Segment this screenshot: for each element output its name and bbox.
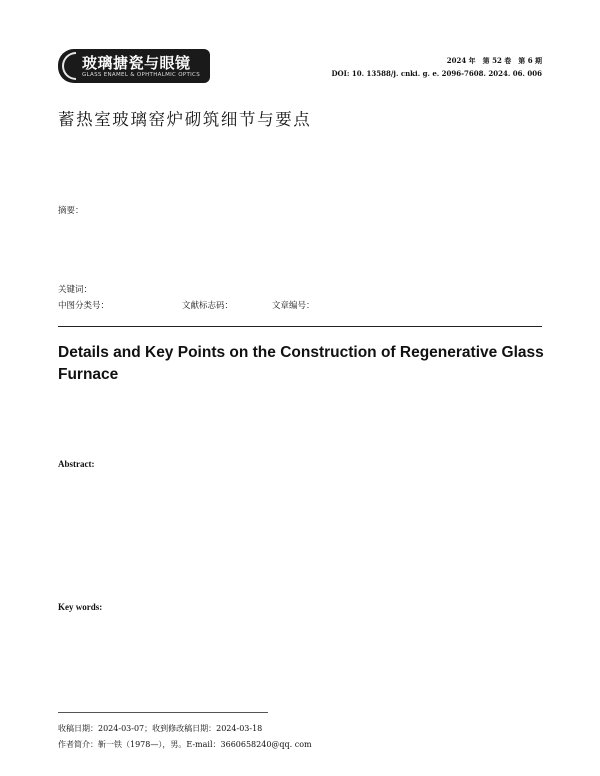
revised-value: 2024-03-18 [216,724,263,733]
footnote-divider [58,712,268,713]
journal-logo [58,49,210,83]
received-date-line [58,723,262,734]
issue-info [331,54,542,80]
article-no-label: 文章编号： [272,301,315,311]
author-value: 靳一铁（1978—），男。E-mail：3660658240@qq. com [98,740,312,749]
author-info-line [58,739,312,750]
abstract-en-label: Abstract: [58,459,95,469]
received-label: 收稿日期： [58,724,98,733]
clc-label: 中图分类号： [58,301,110,311]
author-label: 作者简介： [58,740,98,749]
logo-emblem-icon [62,52,76,80]
section-divider [58,326,542,327]
keywords-cn-label: 关键词： [58,285,93,295]
doi-line: DOI: 10. 13588/j. cnki. g. e. 2096-7608. 2024. 06. 006 [331,69,542,78]
revised-label: ；收到修改稿日期： [144,724,217,733]
received-value: 2024-03-07 [98,724,145,733]
doc-code-label: 文献标志码： [182,301,234,311]
logo-title-en: GLASS ENAMEL & OPHTHALMIC OPTICS [82,72,200,78]
abstract-cn-label: 摘要： [58,206,84,216]
issue-line: 2024 年 第 52 卷 第 6 期 [446,56,542,65]
article-title-cn: 蓄热室玻璃窑炉砌筑细节与要点 [58,110,312,129]
logo-title-cn: 玻璃搪瓷与眼镜 [82,54,191,72]
article-title-en: Details and Key Points on the Construction of Regenerative Glass Furnace [58,344,544,383]
keywords-en-label: Key words: [58,602,103,612]
